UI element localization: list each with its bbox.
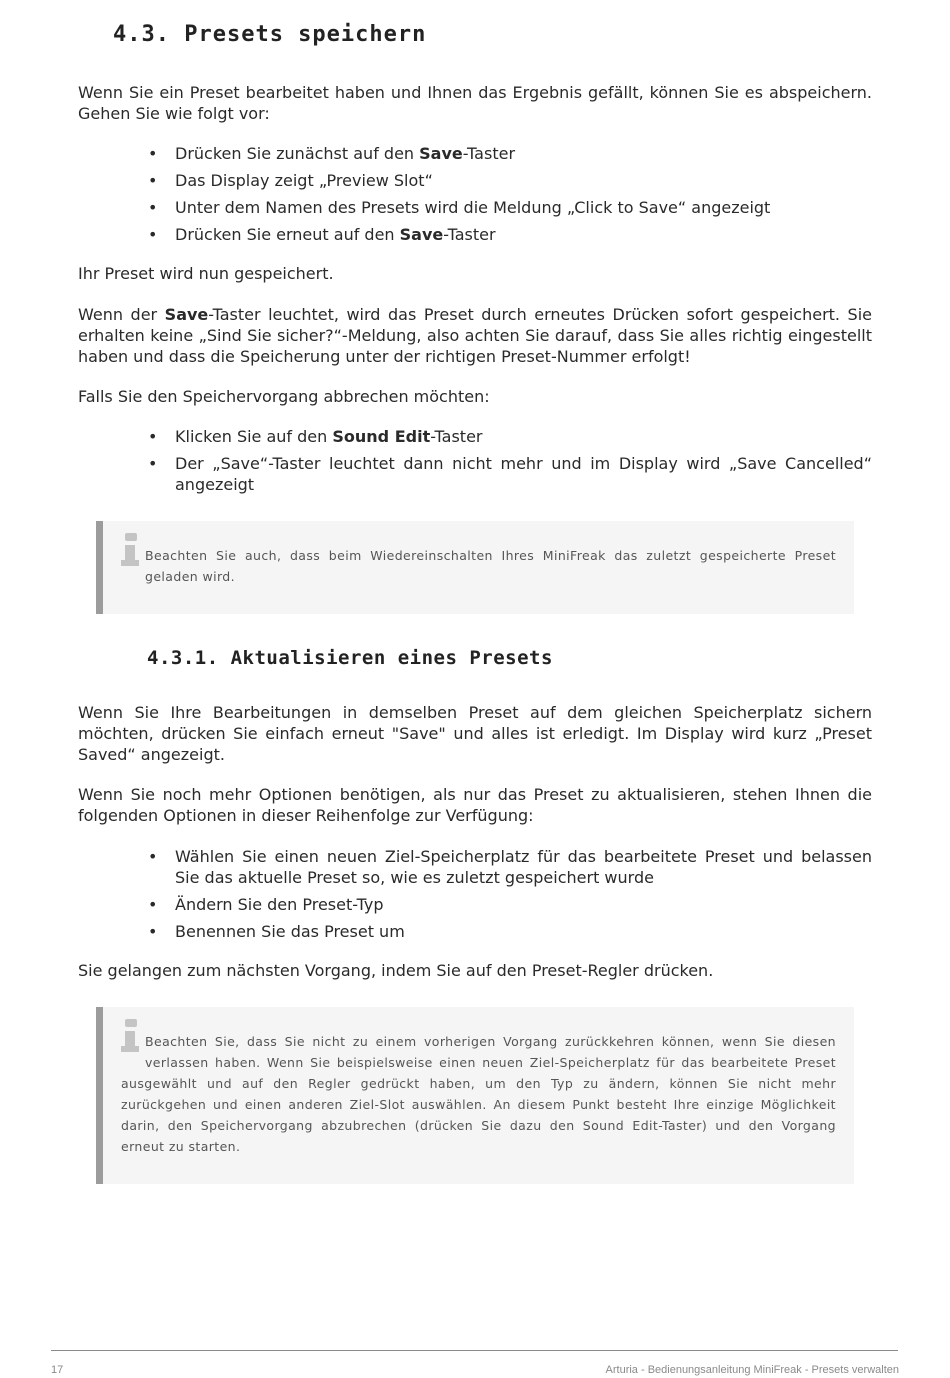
list-item: • Ändern Sie den Preset-Typ <box>148 894 872 915</box>
list-item: • Klicken Sie auf den Sound Edit-Taster <box>148 426 872 447</box>
note-text: Beachten Sie, dass Sie nicht zu einem vorherigen Vorgang zurückkehren können, wenn Sie diesen verlassen haben. Wenn Sie beispielsweise einen neuen Ziel-Speicherplatz für das bearbeitete Preset ausgewählt und auf den Regler gedrückt haben, um den Typ zu ändern, können Sie nicht mehr zurückgehen und einen anderen Ziel-Slot auswählen. An diesem Punkt besteht Ihre einzige Möglichkeit darin, den Speichervorgang abzubrechen (drücken Sie dazu den Sound Edit-Taster) und den Vorgang erneut zu starten. <box>121 1034 836 1154</box>
note-text: Beachten Sie auch, dass beim Wiedereinschalten Ihres MiniFreak das zuletzt gespeicherte Preset geladen wird. <box>145 548 836 584</box>
info-icon <box>121 533 139 573</box>
list-item: • Unter dem Namen des Presets wird die Meldung „Click to Save“ angezeigt <box>148 197 872 218</box>
footer-title: Arturia - Bedienungsanleitung MiniFreak - Presets verwalten <box>605 1364 899 1376</box>
footer-divider <box>51 1350 898 1351</box>
update-paragraph: Wenn Sie Ihre Bearbeitungen in demselben Preset auf dem gleichen Speicherplatz sichern möchten, drücken Sie einfach erneut "Save" und alles ist erledigt. Im Display wird kurz „Preset Saved“ angezeigt. <box>78 703 872 764</box>
list-item: • Wählen Sie einen neuen Ziel-Speicherplatz für das bearbeitete Preset und belassen Sie das aktuelle Preset so, wie es zuletzt gespeichert wurde <box>148 846 872 888</box>
section-heading: 4.3. Presets speichern <box>113 22 427 47</box>
subsection-heading: 4.3.1. Aktualisieren eines Presets <box>147 647 553 669</box>
save-steps-list <box>148 143 872 251</box>
list-item: • Der „Save“-Taster leuchtet dann nicht mehr und im Display wird „Save Cancelled“ angezeigt <box>148 453 872 495</box>
saved-paragraph: Ihr Preset wird nun gespeichert. <box>78 264 334 283</box>
cancel-steps-list <box>148 426 872 501</box>
info-icon <box>121 1019 139 1059</box>
options-intro-paragraph: Wenn Sie noch mehr Optionen benötigen, als nur das Preset zu aktualisieren, stehen Ihnen die folgenden Optionen in dieser Reihenfolge zur Verfügung: <box>78 785 872 825</box>
list-item: • Drücken Sie erneut auf den Save-Taster <box>148 224 872 245</box>
next-step-paragraph: Sie gelangen zum nächsten Vorgang, indem Sie auf den Preset-Regler drücken. <box>78 961 714 980</box>
note-box <box>96 1007 854 1184</box>
list-item: • Benennen Sie das Preset um <box>148 921 872 942</box>
list-item: • Drücken Sie zunächst auf den Save-Taster <box>148 143 872 164</box>
options-list <box>148 846 872 948</box>
warning-paragraph: Wenn der Save-Taster leuchtet, wird das Preset durch erneutes Drücken sofort gespeichert. Sie erhalten keine „Sind Sie sicher?“-Meldung, also achten Sie darauf, dass Sie alles richtig eingestellt haben und dass die Speicherung unter der richtigen Preset-Nummer erfolgt! <box>78 305 872 366</box>
list-item: • Das Display zeigt „Preview Slot“ <box>148 170 872 191</box>
page-number: 17 <box>51 1364 64 1376</box>
note-box <box>96 521 854 614</box>
cancel-intro-paragraph: Falls Sie den Speichervorgang abbrechen möchten: <box>78 387 490 406</box>
intro-paragraph: Wenn Sie ein Preset bearbeitet haben und Ihnen das Ergebnis gefällt, können Sie es abspeichern. Gehen Sie wie folgt vor: <box>78 83 872 123</box>
